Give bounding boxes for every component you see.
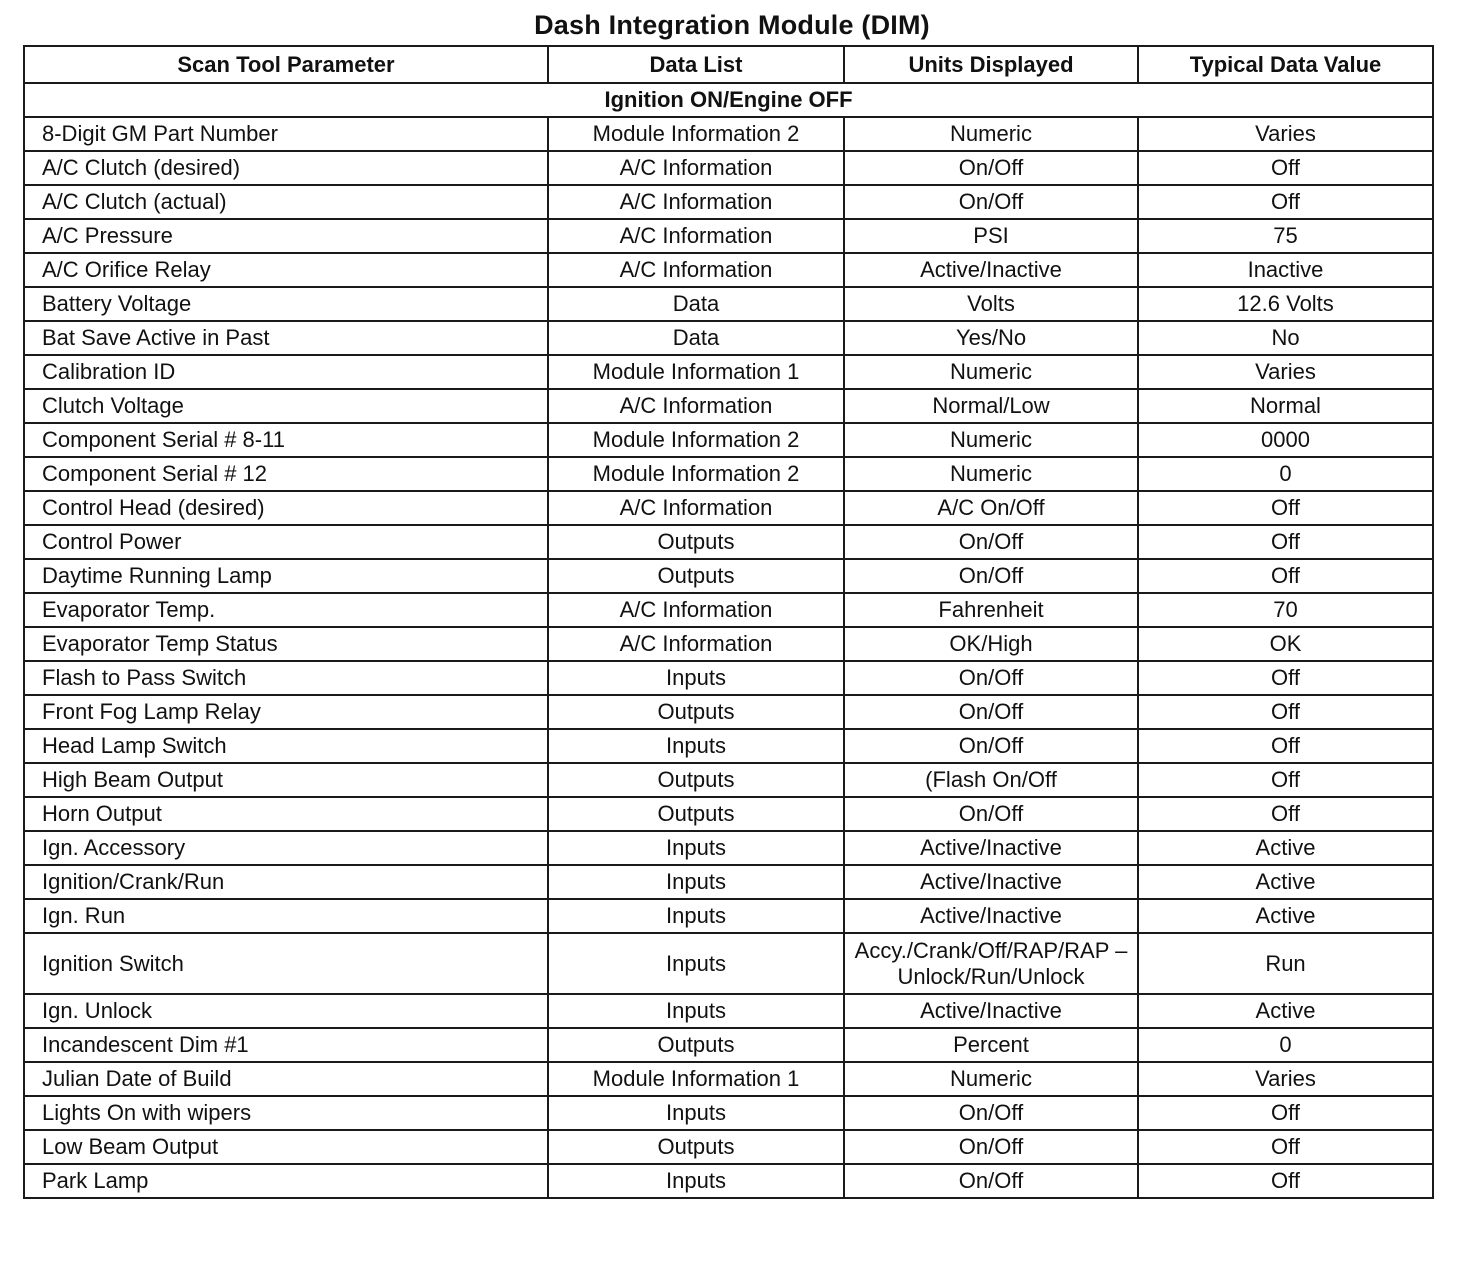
cell-units-displayed: On/Off	[844, 525, 1138, 559]
cell-units-displayed: (Flash On/Off	[844, 763, 1138, 797]
table-row	[24, 525, 1433, 559]
cell-typical-data-value: 0	[1138, 1028, 1433, 1062]
cell-typical-data-value: Run	[1138, 933, 1433, 994]
cell-units-displayed: Numeric	[844, 457, 1138, 491]
cell-typical-data-value: Off	[1138, 1130, 1433, 1164]
cell-typical-data-value: Off	[1138, 559, 1433, 593]
scan-tool-parameter-table	[23, 45, 1434, 1199]
cell-scan-tool-parameter: Evaporator Temp Status	[24, 627, 548, 661]
cell-scan-tool-parameter: A/C Clutch (actual)	[24, 185, 548, 219]
cell-units-displayed: Accy./Crank/Off/RAP/RAP –Unlock/Run/Unlock	[844, 933, 1138, 994]
table-row	[24, 151, 1433, 185]
cell-units-displayed: Active/Inactive	[844, 831, 1138, 865]
cell-units-displayed: Active/Inactive	[844, 253, 1138, 287]
cell-units-displayed: Percent	[844, 1028, 1138, 1062]
section-label: Ignition ON/Engine OFF	[24, 83, 1433, 117]
cell-units-displayed: On/Off	[844, 1096, 1138, 1130]
cell-units-displayed: On/Off	[844, 1164, 1138, 1198]
cell-data-list: A/C Information	[548, 253, 844, 287]
cell-units-displayed: On/Off	[844, 797, 1138, 831]
table-row	[24, 321, 1433, 355]
cell-data-list: Data	[548, 321, 844, 355]
column-header-data-list: Data List	[548, 46, 844, 83]
table-row	[24, 457, 1433, 491]
table-row	[24, 729, 1433, 763]
cell-units-displayed: On/Off	[844, 1130, 1138, 1164]
cell-data-list: A/C Information	[548, 151, 844, 185]
cell-data-list: A/C Information	[548, 627, 844, 661]
cell-scan-tool-parameter: Calibration ID	[24, 355, 548, 389]
table-row	[24, 1164, 1433, 1198]
cell-units-displayed: Active/Inactive	[844, 865, 1138, 899]
table-row	[24, 899, 1433, 933]
cell-typical-data-value: Off	[1138, 797, 1433, 831]
cell-scan-tool-parameter: Front Fog Lamp Relay	[24, 695, 548, 729]
cell-typical-data-value: Active	[1138, 994, 1433, 1028]
cell-typical-data-value: 12.6 Volts	[1138, 287, 1433, 321]
cell-scan-tool-parameter: A/C Pressure	[24, 219, 548, 253]
cell-data-list: Module Information 1	[548, 355, 844, 389]
cell-typical-data-value: Off	[1138, 185, 1433, 219]
cell-scan-tool-parameter: Horn Output	[24, 797, 548, 831]
cell-data-list: Inputs	[548, 899, 844, 933]
cell-scan-tool-parameter: 8-Digit GM Part Number	[24, 117, 548, 151]
cell-typical-data-value: Inactive	[1138, 253, 1433, 287]
cell-scan-tool-parameter: Park Lamp	[24, 1164, 548, 1198]
column-header-units-displayed: Units Displayed	[844, 46, 1138, 83]
table-row	[24, 1028, 1433, 1062]
cell-data-list: Module Information 2	[548, 423, 844, 457]
cell-units-displayed: On/Off	[844, 695, 1138, 729]
cell-typical-data-value: Off	[1138, 1096, 1433, 1130]
cell-units-displayed: Fahrenheit	[844, 593, 1138, 627]
cell-data-list: Outputs	[548, 695, 844, 729]
cell-data-list: Module Information 2	[548, 117, 844, 151]
cell-units-displayed: Active/Inactive	[844, 994, 1138, 1028]
cell-units-displayed: On/Off	[844, 559, 1138, 593]
cell-typical-data-value: Off	[1138, 151, 1433, 185]
table-row	[24, 797, 1433, 831]
table-row	[24, 355, 1433, 389]
cell-scan-tool-parameter: Component Serial # 12	[24, 457, 548, 491]
table-row	[24, 117, 1433, 151]
cell-typical-data-value: Off	[1138, 729, 1433, 763]
cell-typical-data-value: Active	[1138, 865, 1433, 899]
page-title: Dash Integration Module (DIM)	[534, 10, 930, 40]
cell-typical-data-value: Off	[1138, 525, 1433, 559]
cell-units-displayed: PSI	[844, 219, 1138, 253]
table-body	[24, 83, 1433, 1198]
cell-units-displayed: Active/Inactive	[844, 899, 1138, 933]
cell-data-list: Outputs	[548, 559, 844, 593]
cell-scan-tool-parameter: Low Beam Output	[24, 1130, 548, 1164]
cell-data-list: Inputs	[548, 831, 844, 865]
cell-data-list: Inputs	[548, 1096, 844, 1130]
cell-units-displayed: A/C On/Off	[844, 491, 1138, 525]
cell-scan-tool-parameter: Control Head (desired)	[24, 491, 548, 525]
cell-data-list: Module Information 1	[548, 1062, 844, 1096]
table-row	[24, 423, 1433, 457]
cell-typical-data-value: 0000	[1138, 423, 1433, 457]
cell-scan-tool-parameter: Ign. Run	[24, 899, 548, 933]
section-header-row	[24, 83, 1433, 117]
cell-scan-tool-parameter: Evaporator Temp.	[24, 593, 548, 627]
cell-scan-tool-parameter: High Beam Output	[24, 763, 548, 797]
cell-units-displayed: On/Off	[844, 185, 1138, 219]
cell-units-displayed: Normal/Low	[844, 389, 1138, 423]
table-row	[24, 865, 1433, 899]
cell-scan-tool-parameter: Ignition/Crank/Run	[24, 865, 548, 899]
table-row	[24, 287, 1433, 321]
cell-scan-tool-parameter: Head Lamp Switch	[24, 729, 548, 763]
cell-units-displayed: Numeric	[844, 1062, 1138, 1096]
table-row	[24, 831, 1433, 865]
cell-scan-tool-parameter: Julian Date of Build	[24, 1062, 548, 1096]
cell-units-displayed: On/Off	[844, 151, 1138, 185]
column-header-scan-tool-parameter: Scan Tool Parameter	[24, 46, 548, 83]
table-row	[24, 763, 1433, 797]
table-row	[24, 1130, 1433, 1164]
cell-typical-data-value: Off	[1138, 695, 1433, 729]
cell-scan-tool-parameter: Daytime Running Lamp	[24, 559, 548, 593]
cell-scan-tool-parameter: Ign. Unlock	[24, 994, 548, 1028]
cell-data-list: Outputs	[548, 763, 844, 797]
cell-data-list: Inputs	[548, 661, 844, 695]
cell-units-displayed: Yes/No	[844, 321, 1138, 355]
cell-typical-data-value: OK	[1138, 627, 1433, 661]
cell-scan-tool-parameter: Clutch Voltage	[24, 389, 548, 423]
cell-data-list: Inputs	[548, 994, 844, 1028]
cell-typical-data-value: 0	[1138, 457, 1433, 491]
cell-typical-data-value: 75	[1138, 219, 1433, 253]
table-row	[24, 389, 1433, 423]
cell-data-list: A/C Information	[548, 219, 844, 253]
cell-typical-data-value: Active	[1138, 899, 1433, 933]
cell-scan-tool-parameter: Ignition Switch	[24, 933, 548, 994]
table-row	[24, 219, 1433, 253]
table-row	[24, 695, 1433, 729]
table-row	[24, 994, 1433, 1028]
cell-units-displayed: OK/High	[844, 627, 1138, 661]
cell-typical-data-value: Off	[1138, 763, 1433, 797]
cell-scan-tool-parameter: Component Serial # 8-11	[24, 423, 548, 457]
cell-data-list: Inputs	[548, 933, 844, 994]
cell-data-list: A/C Information	[548, 185, 844, 219]
cell-typical-data-value: 70	[1138, 593, 1433, 627]
cell-typical-data-value: Off	[1138, 1164, 1433, 1198]
table-row	[24, 185, 1433, 219]
table-row	[24, 661, 1433, 695]
column-header-typical-data-value: Typical Data Value	[1138, 46, 1433, 83]
cell-data-list: Outputs	[548, 797, 844, 831]
cell-typical-data-value: No	[1138, 321, 1433, 355]
table-row	[24, 1062, 1433, 1096]
cell-data-list: Inputs	[548, 729, 844, 763]
cell-typical-data-value: Varies	[1138, 355, 1433, 389]
table-header-row	[24, 46, 1433, 83]
cell-typical-data-value: Active	[1138, 831, 1433, 865]
cell-scan-tool-parameter: Flash to Pass Switch	[24, 661, 548, 695]
table-row	[24, 593, 1433, 627]
table-row	[24, 933, 1433, 994]
cell-data-list: A/C Information	[548, 389, 844, 423]
table-row	[24, 1096, 1433, 1130]
cell-typical-data-value: Off	[1138, 661, 1433, 695]
cell-scan-tool-parameter: Bat Save Active in Past	[24, 321, 548, 355]
cell-data-list: A/C Information	[548, 491, 844, 525]
cell-data-list: Outputs	[548, 525, 844, 559]
cell-scan-tool-parameter: A/C Orifice Relay	[24, 253, 548, 287]
cell-data-list: Data	[548, 287, 844, 321]
cell-data-list: Module Information 2	[548, 457, 844, 491]
cell-scan-tool-parameter: Battery Voltage	[24, 287, 548, 321]
cell-scan-tool-parameter: Ign. Accessory	[24, 831, 548, 865]
cell-units-displayed: On/Off	[844, 729, 1138, 763]
cell-typical-data-value: Varies	[1138, 117, 1433, 151]
cell-data-list: A/C Information	[548, 593, 844, 627]
table-row	[24, 559, 1433, 593]
cell-data-list: Outputs	[548, 1130, 844, 1164]
cell-units-displayed: Numeric	[844, 423, 1138, 457]
cell-units-displayed: Numeric	[844, 355, 1138, 389]
cell-scan-tool-parameter: Lights On with wipers	[24, 1096, 548, 1130]
cell-data-list: Inputs	[548, 1164, 844, 1198]
cell-units-displayed: On/Off	[844, 661, 1138, 695]
table-row	[24, 253, 1433, 287]
cell-typical-data-value: Varies	[1138, 1062, 1433, 1096]
table-row	[24, 627, 1433, 661]
table-row	[24, 491, 1433, 525]
cell-typical-data-value: Off	[1138, 491, 1433, 525]
cell-units-displayed: Volts	[844, 287, 1138, 321]
cell-typical-data-value: Normal	[1138, 389, 1433, 423]
cell-scan-tool-parameter: A/C Clutch (desired)	[24, 151, 548, 185]
cell-scan-tool-parameter: Incandescent Dim #1	[24, 1028, 548, 1062]
cell-data-list: Outputs	[548, 1028, 844, 1062]
cell-scan-tool-parameter: Control Power	[24, 525, 548, 559]
cell-data-list: Inputs	[548, 865, 844, 899]
cell-units-displayed: Numeric	[844, 117, 1138, 151]
